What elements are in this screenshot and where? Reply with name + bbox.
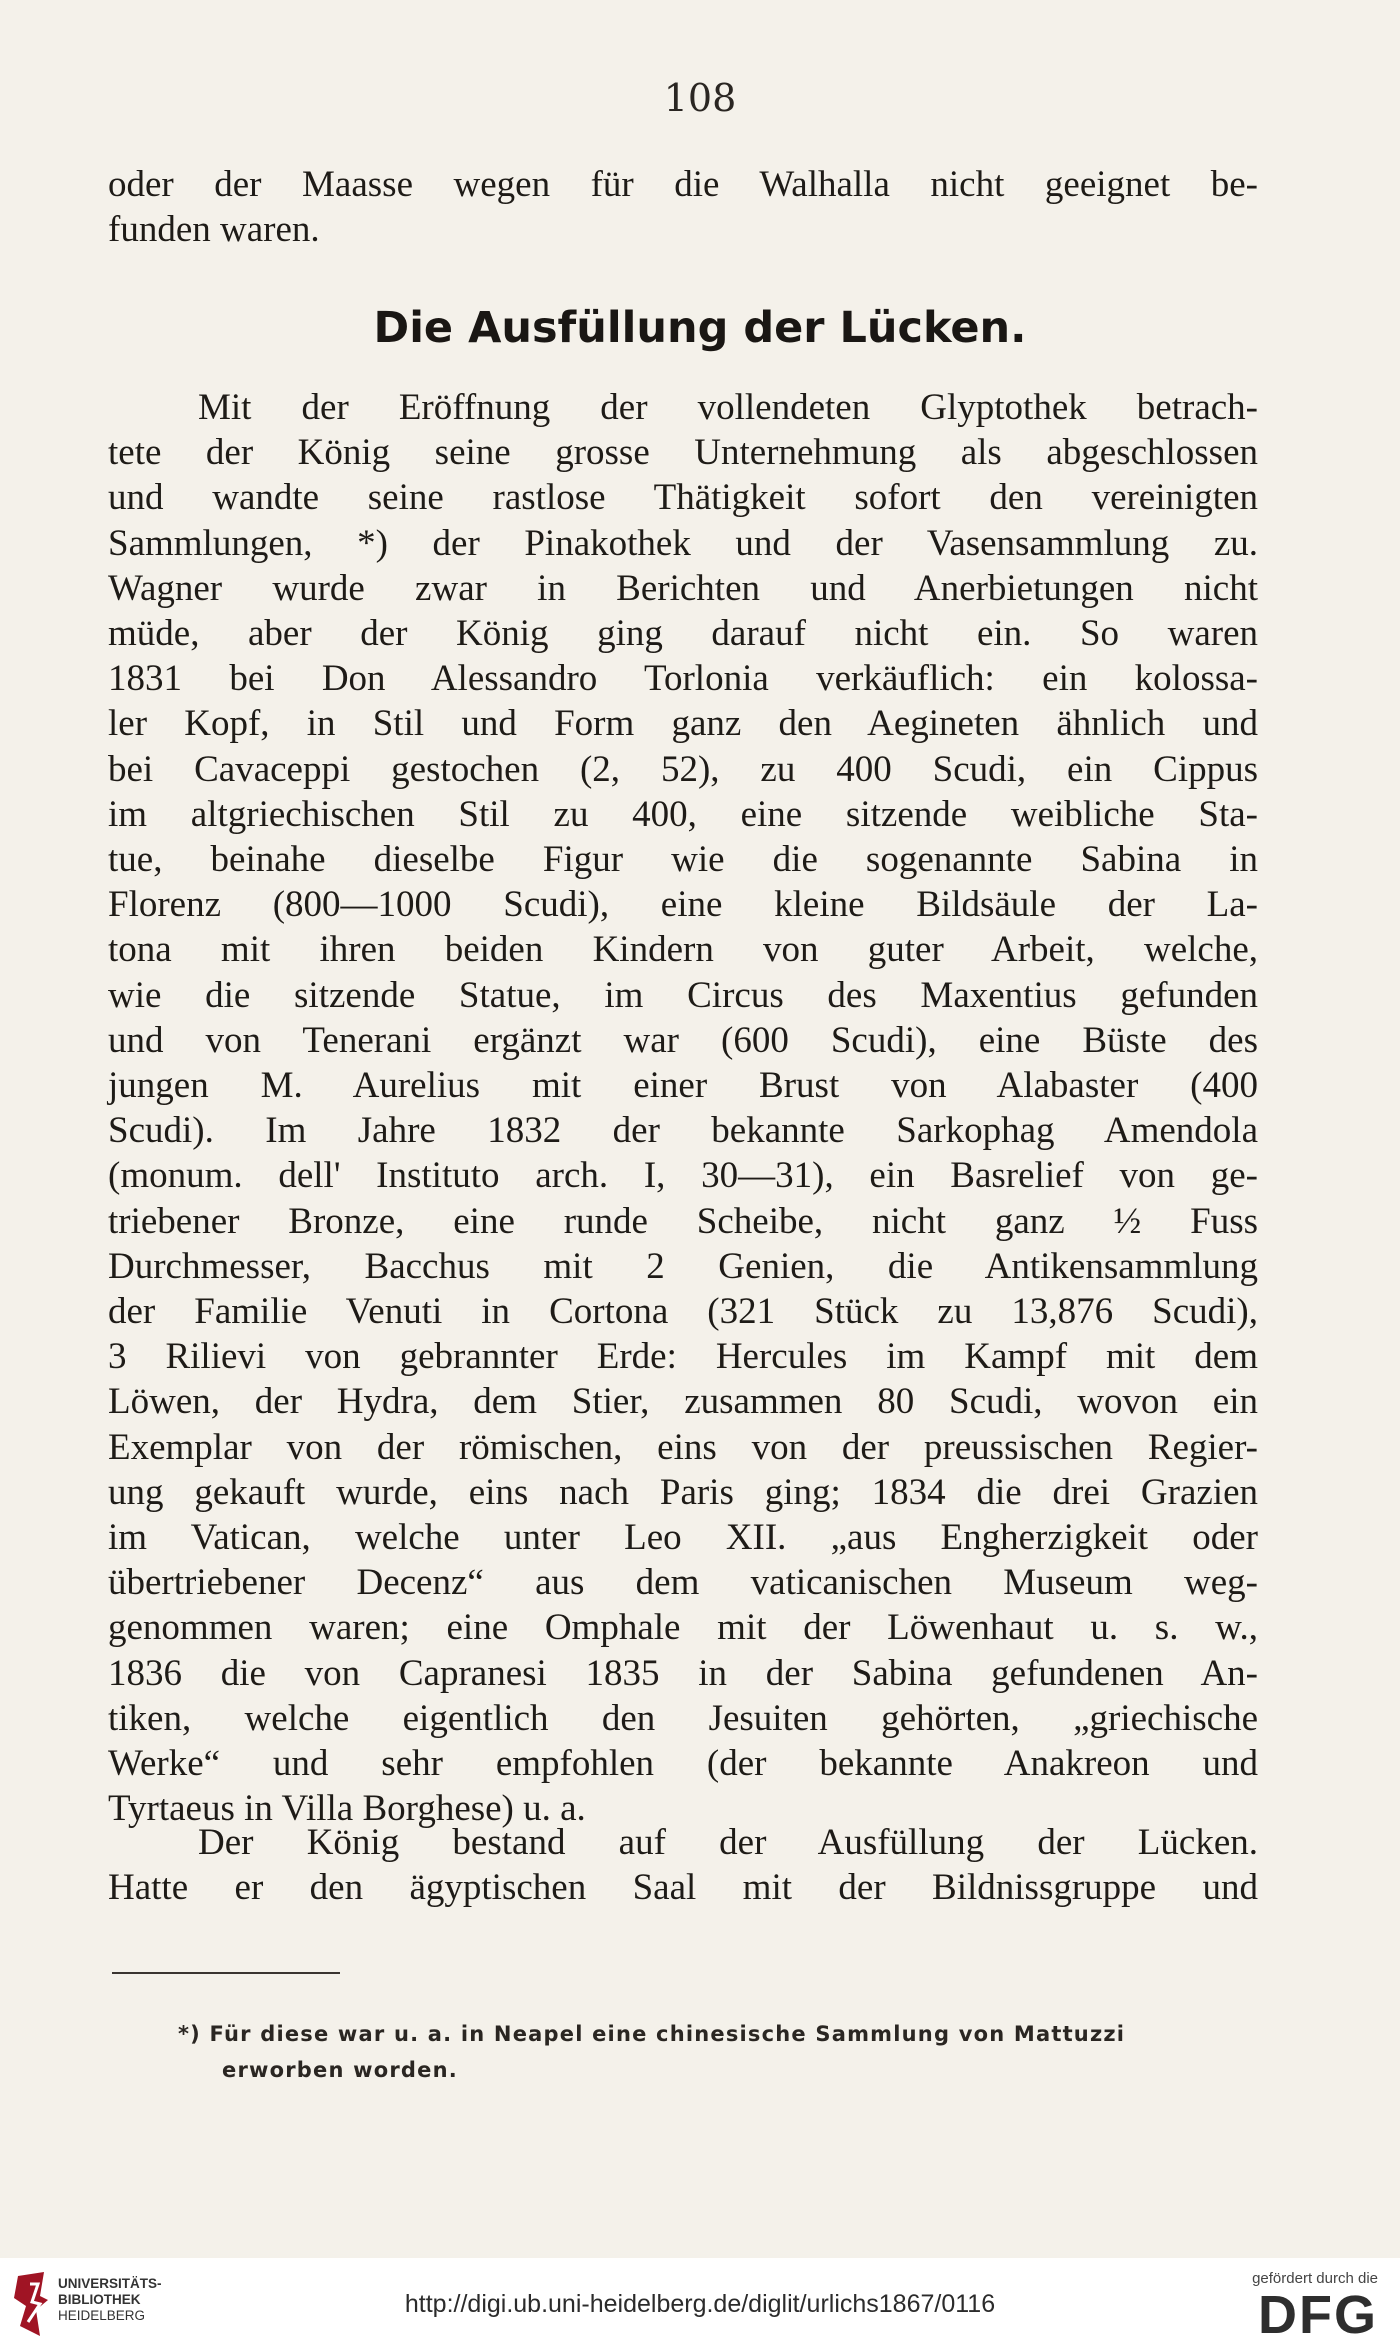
- text-line: müde, aber der König ging darauf nicht ein. So waren: [108, 613, 1258, 655]
- library-name-line: UNIVERSITÄTS-: [58, 2276, 162, 2291]
- paragraph-1: [108, 385, 1258, 1832]
- footnote-line: *) Für diese war u. a. in Neapel eine chinesische Sammlung von Mattuzzi: [178, 2022, 1126, 2046]
- text-line: tue, beinahe dieselbe Figur wie die sogenannte Sabina in: [108, 839, 1258, 881]
- text-line: Werke“ und sehr empfohlen (der bekannte Anakreon und: [108, 1743, 1258, 1785]
- page-number: 108: [663, 76, 737, 120]
- section-heading: Die Ausfüllung der Lücken.: [373, 303, 1027, 353]
- text-line: ler Kopf, in Stil und Form ganz den Aegineten ähnlich und: [108, 703, 1258, 745]
- text-line: Hatte er den ägyptischen Saal mit der Bildnissgruppe und: [108, 1867, 1258, 1909]
- text-line: Florenz (800—1000 Scudi), eine kleine Bildsäule der La-: [108, 884, 1258, 926]
- text-line: Mit der Eröffnung der vollendeten Glyptothek betrach-: [198, 387, 1258, 428]
- library-name-line: BIBLIOTHEK: [58, 2292, 141, 2307]
- text-line: wie die sitzende Statue, im Circus des Maxentius gefunden: [108, 974, 1258, 1016]
- text-line: Exemplar von der römischen, eins von der preussischen Regier-: [108, 1426, 1258, 1468]
- text-line: ung gekauft wurde, eins nach Paris ging; 1834 die drei Grazien: [108, 1471, 1258, 1513]
- text-line: übertriebener Decenz“ aus dem vaticanischen Museum weg-: [108, 1562, 1258, 1604]
- paragraph-2: [108, 1820, 1258, 1910]
- text-line: genommen waren; eine Omphale mit der Löwenhaut u. s. w.,: [108, 1607, 1258, 1649]
- funded-by-label: gefördert durch die: [1252, 2270, 1378, 2287]
- text-line: 1831 bei Don Alessandro Torlonia verkäuflich: ein kolossa-: [108, 658, 1258, 700]
- text-line: Scudi). Im Jahre 1832 der bekannte Sarkophag Amendola: [108, 1110, 1258, 1152]
- text-line: (monum. dell' Instituto arch. I, 30—31), ein Basrelief von ge-: [108, 1155, 1258, 1197]
- footnote-rule: [112, 1972, 340, 1974]
- text-line: und von Tenerani ergänzt war (600 Scudi), eine Büste des: [108, 1019, 1258, 1061]
- text-line: im Vatican, welche unter Leo XII. „aus Engherzigkeit oder: [108, 1517, 1258, 1559]
- text-line: Der König bestand auf der Ausfüllung der Lücken.: [198, 1822, 1258, 1863]
- footnote: [110, 2016, 1260, 2088]
- text-line: jungen M. Aurelius mit einer Brust von Alabaster (400: [108, 1065, 1258, 1107]
- text-line: bei Cavaceppi gestochen (2, 52), zu 400 Scudi, ein Cippus: [108, 748, 1258, 790]
- dfg-logo: DFG: [1258, 2285, 1378, 2345]
- permalink-url[interactable]: http://digi.ub.uni-heidelberg.de/diglit/urlichs1867/0116: [404, 2290, 996, 2318]
- text-line: oder der Maasse wegen für die Walhalla nicht geeignet be-: [108, 164, 1258, 205]
- text-line: Löwen, der Hydra, dem Stier, zusammen 80 Scudi, wovon ein: [108, 1381, 1258, 1423]
- text-line: 3 Rilievi von gebrannter Erde: Hercules im Kampf mit dem: [108, 1336, 1258, 1378]
- text-line: triebener Bronze, eine runde Scheibe, nicht ganz ½ Fuss: [108, 1200, 1258, 1242]
- footer-bar: [0, 2258, 1400, 2352]
- text-line: tona mit ihren beiden Kindern von guter Arbeit, welche,: [108, 929, 1258, 971]
- intro-text: [108, 162, 1258, 252]
- text-line: tiken, welche eigentlich den Jesuiten gehörten, „griechische: [108, 1697, 1258, 1739]
- text-line: Tyrtaeus in Villa Borghese) u. a.: [108, 1788, 586, 1830]
- text-line: Sammlungen, *) der Pinakothek und der Vasensammlung zu.: [108, 522, 1258, 564]
- library-name-line: HEIDELBERG: [58, 2308, 146, 2323]
- text-line: Durchmesser, Bacchus mit 2 Genien, die Antikensammlung: [108, 1245, 1258, 1287]
- text-line: 1836 die von Capranesi 1835 in der Sabina gefundenen An-: [108, 1652, 1258, 1694]
- text-line: tete der König seine grosse Unternehmung als abgeschlossen: [108, 432, 1258, 474]
- text-line: im altgriechischen Stil zu 400, eine sitzende weibliche Sta-: [108, 793, 1258, 835]
- text-line: der Familie Venuti in Cortona (321 Stück zu 13,876 Scudi),: [108, 1291, 1258, 1333]
- footnote-line: erworben worden.: [222, 2058, 458, 2082]
- text-line: und wandte seine rastlose Thätigkeit sofort den vereinigten: [108, 477, 1258, 519]
- text-line: Wagner wurde zwar in Berichten und Anerbietungen nicht: [108, 567, 1258, 609]
- text-line: funden waren.: [108, 209, 320, 251]
